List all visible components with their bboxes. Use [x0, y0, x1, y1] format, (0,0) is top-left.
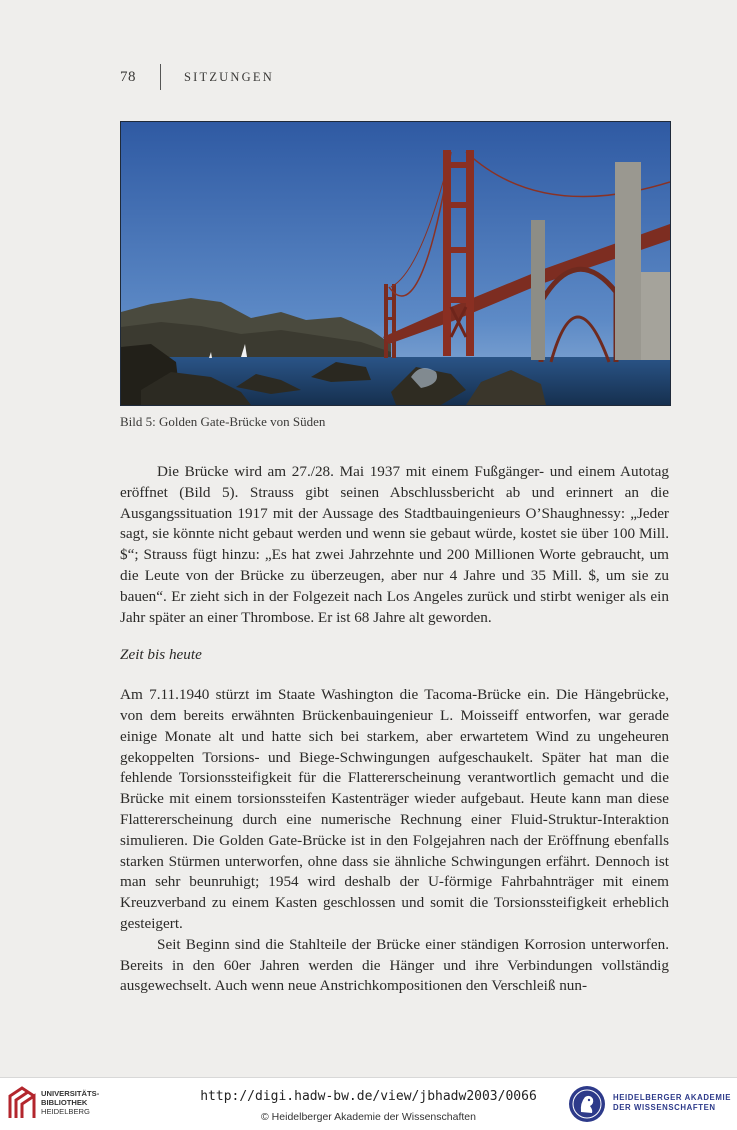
- library-line: UNIVERSITÄTS-: [41, 1089, 100, 1098]
- academy-seal-icon[interactable]: [568, 1085, 606, 1123]
- library-line: HEIDELBERG: [41, 1107, 90, 1116]
- academy-line: DER WISSENSCHAFTEN: [613, 1103, 716, 1112]
- digital-copy-link[interactable]: http://digi.hadw-bw.de/view/jbhadw2003/0066: [200, 1089, 537, 1104]
- library-line: BIBLIOTHEK: [41, 1098, 88, 1107]
- paragraph: Die Brücke wird am 27./28. Mai 1937 mit einem Fußgänger- und einem Autotag eröffnet (Bild 5). Strauss gibt seinen Abschlussbericht ab und erinnert an die Ausgangssituation 1917 mit der Aussage des Stadtbauingenieurs O’Shaughnessy: „Jeder sagt, sie könnte nicht gebaut werden und wenn sie gebaut würde, kostet sie über 100 Mill. $“; Strauss fügt hinzu: „Es hat zwei Jahrzehnte und 200 Millionen Worte gebraucht, um die Leute von der Brücke zu überzeugen, aber nur 4 Jahre und 35 Mill. $, um sie zu bauen“. Er zieht sich in der Folgezeit nach Los Angeles zurück und stirbt weniger als ein Jahr später an einer Thrombose. Er ist 68 Jahre alt geworden.: [120, 463, 669, 626]
- figure-caption: Bild 5: Golden Gate-Brücke von Süden: [120, 414, 326, 429]
- academy-name: [613, 1093, 731, 1113]
- footer-bar: [0, 1077, 737, 1130]
- header-divider: [160, 64, 161, 90]
- copyright-notice: © Heidelberger Akademie der Wissenschaften: [261, 1111, 476, 1123]
- body-text: [120, 462, 669, 997]
- page-header: [120, 66, 274, 88]
- running-head: SITZUNGEN: [184, 69, 274, 84]
- golden-gate-photo: [120, 121, 671, 406]
- page-number: 78: [120, 68, 136, 85]
- academy-line: HEIDELBERGER AKADEMIE: [613, 1093, 732, 1102]
- paragraph: Seit Beginn sind die Stahlteile der Brücke einer ständigen Korrosion unterworfen. Bereits in den 60er Jahren werden die Hänger und ihre Verbindungen vollständig ausgewechselt. Auch wenn neue Anstrichkompositionen den Verschleiß nun-: [120, 935, 669, 995]
- section-heading: Zeit bis heute: [120, 646, 202, 664]
- paragraph: Am 7.11.1940 stürzt im Staate Washington die Tacoma-Brücke ein. Die Hängebrücke, von dem bereits erwähnten Brückenbauingenieur L. Moisseiff entworfen, war gerade einige Monate alt und hatte sich bei starkem, aber erwartetem Wind zu ungeheuren gekoppelten Torsions- und Biege-Schwingungen aufgeschaukelt. Später hat man die fehlende Torsionssteifigkeit für die Flattererscheinung verantwortlich gemacht und die Brücke mit einem torsionssteifen Kastenträger wieder aufgebaut. Heute kann man diese Flattererscheinung durch eine numerische Rechnung einer Fluid-Struktur-Interaktion simulieren. Die Golden Gate-Brücke ist in den Folgejahren nach der Eröffnung ebenfalls starken Stürmen unterworfen, ohne dass sie ähnliche Schwingungen erfährt. Dennoch ist man sehr beunruhigt; 1954 wird deshalb der U-förmige Fahrbahnträger mit einem Kreuzverband zu einem Kasten geschlossen und somit die Torsionssteifigkeit erheblich gesteigert.: [120, 686, 669, 932]
